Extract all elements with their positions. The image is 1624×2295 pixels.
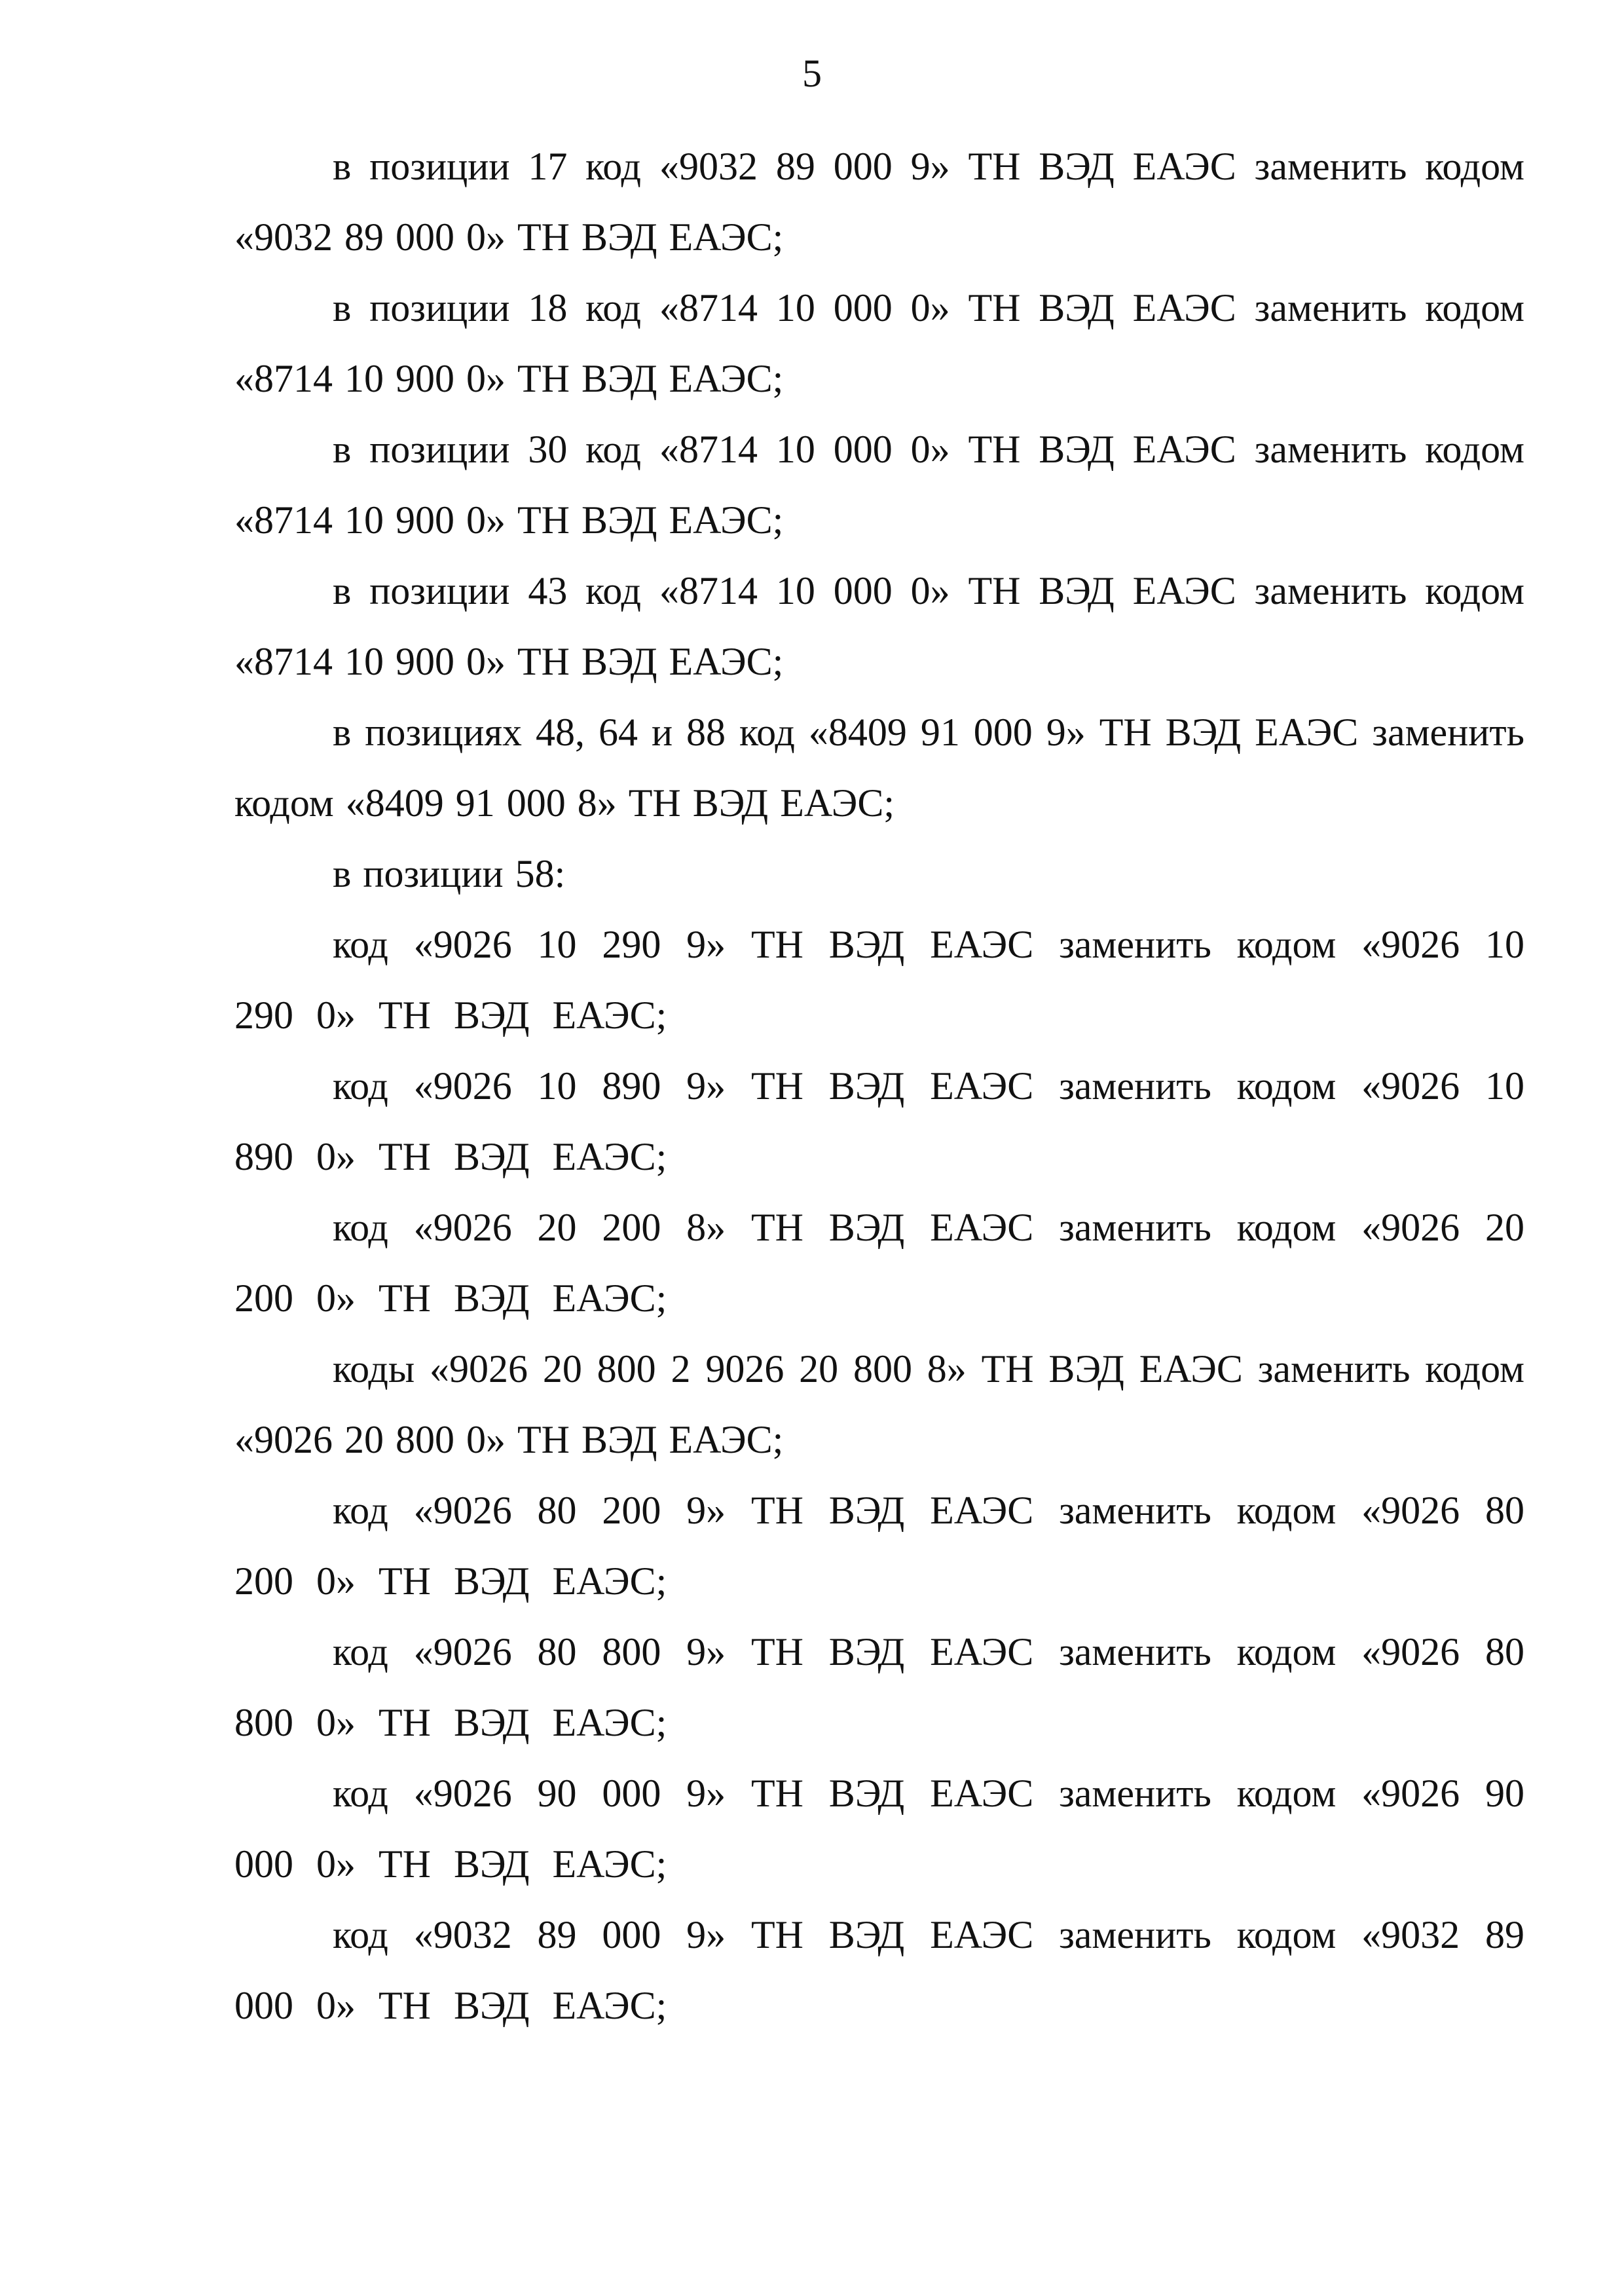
paragraph-position-17: в позиции 17 код «9032 89 000 9» ТН ВЭД ЕАЭС заменить кодом «9032 89 000 0» ТН ВЭД ЕАЭС; [234, 145, 1524, 259]
paragraph-code-9026-80-800: код «9026 80 800 9» ТН ВЭД ЕАЭС заменить кодом «9026 80 800 0» ТН ВЭД ЕАЭС; [234, 1630, 1524, 1744]
paragraph-position-58-heading: в позиции 58: [333, 852, 566, 895]
paragraph-code-9026-80-200: код «9026 80 200 9» ТН ВЭД ЕАЭС заменить кодом «9026 80 200 0» ТН ВЭД ЕАЭС; [234, 1489, 1524, 1603]
paragraph-codes-9026-20-800: коды «9026 20 800 2 9026 20 800 8» ТН ВЭД ЕАЭС заменить кодом «9026 20 800 0» ТН ВЭД ЕАЭС; [234, 1347, 1524, 1461]
paragraph-positions-48-64-88: в позициях 48, 64 и 88 код «8409 91 000 9» ТН ВЭД ЕАЭС заменить кодом «8409 91 000 8» ТН ВЭД ЕАЭС; [234, 711, 1524, 825]
document-body [234, 131, 1524, 2041]
paragraph-position-30: в позиции 30 код «8714 10 000 0» ТН ВЭД ЕАЭС заменить кодом «8714 10 900 0» ТН ВЭД ЕАЭС; [234, 428, 1524, 542]
paragraph-position-18: в позиции 18 код «8714 10 000 0» ТН ВЭД ЕАЭС заменить кодом «8714 10 900 0» ТН ВЭД ЕАЭС; [234, 286, 1524, 400]
paragraph-code-9032-89-000: код «9032 89 000 9» ТН ВЭД ЕАЭС заменить кодом «9032 89 000 0» ТН ВЭД ЕАЭС; [234, 1913, 1524, 2027]
paragraph-position-43: в позиции 43 код «8714 10 000 0» ТН ВЭД ЕАЭС заменить кодом «8714 10 900 0» ТН ВЭД ЕАЭС; [234, 569, 1524, 683]
paragraph-code-9026-10-290: код «9026 10 290 9» ТН ВЭД ЕАЭС заменить кодом «9026 10 290 0» ТН ВЭД ЕАЭС; [234, 923, 1524, 1037]
paragraph-code-9026-10-890: код «9026 10 890 9» ТН ВЭД ЕАЭС заменить кодом «9026 10 890 0» ТН ВЭД ЕАЭС; [234, 1064, 1524, 1178]
paragraph-code-9026-20-200: код «9026 20 200 8» ТН ВЭД ЕАЭС заменить кодом «9026 20 200 0» ТН ВЭД ЕАЭС; [234, 1206, 1524, 1320]
page-number: 5 [802, 52, 822, 95]
paragraph-code-9026-90-000: код «9026 90 000 9» ТН ВЭД ЕАЭС заменить кодом «9026 90 000 0» ТН ВЭД ЕАЭС; [234, 1772, 1524, 1886]
